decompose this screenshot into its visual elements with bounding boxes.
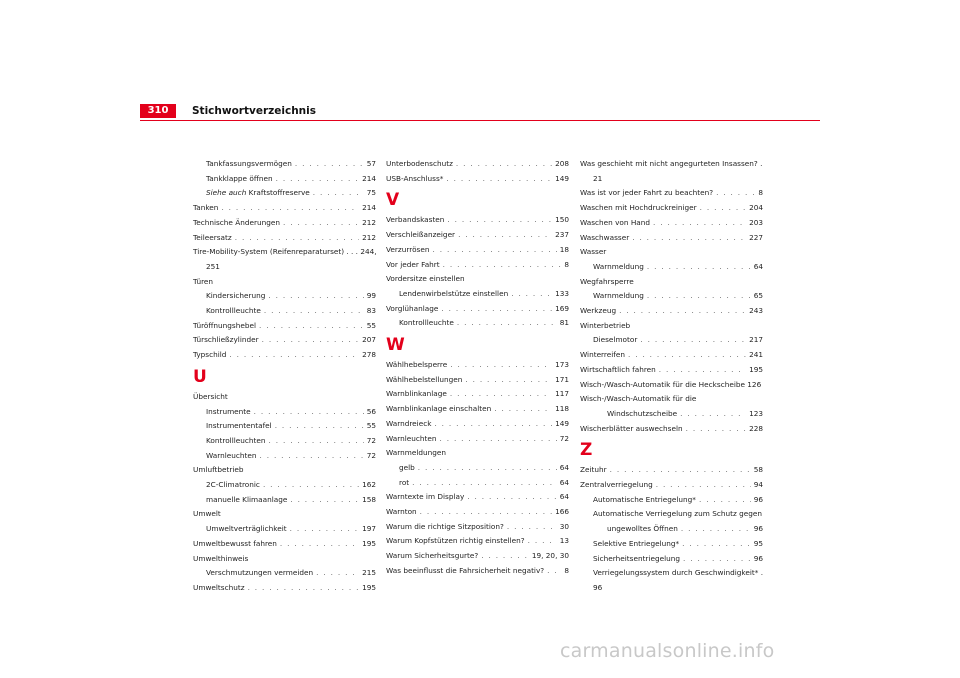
index-entry: Warntexte im Display . . . 64 — [386, 490, 569, 505]
index-entry: Warnmeldung . . . 64 — [580, 260, 763, 275]
index-entry: Was beeinflusst die Fahrsicherheit negativ? . . . 8 — [386, 564, 569, 579]
index-entry: Kontrollleuchten . . . 72 — [193, 434, 376, 449]
index-entry: Warnleuchten . . . 72 — [386, 432, 569, 447]
index-column-1 — [193, 157, 376, 596]
index-entry: Verriegelungssystem durch Geschwindigkeit* . 96 — [593, 568, 764, 592]
index-entry: Verschleißanzeiger . . . 237 — [386, 228, 569, 243]
header-divider — [140, 120, 820, 121]
index-entry: Typschild . . . 278 — [193, 348, 376, 363]
index-entry: Umweltverträglichkeit . . . 197 — [193, 522, 376, 537]
index-entry: Warnblinkanlage . . . 117 — [386, 387, 569, 402]
index-entry: Windschutzscheibe . . . 123 — [580, 407, 763, 422]
index-entry: Umweltbewusst fahren . . . 195 — [193, 537, 376, 552]
index-heading: Automatische Verriegelung zum Schutz gegen — [593, 509, 762, 519]
index-entry: USB-Anschluss* . . . 149 — [386, 172, 569, 187]
index-entry: Vorglühanlage . . . 169 — [386, 302, 569, 317]
index-heading: Wegfahrsperre — [580, 276, 634, 286]
section-letter-u: U — [193, 366, 207, 387]
index-entry: Zentralverriegelung . . . 94 — [580, 478, 763, 493]
index-entry: ungewolltes Öffnen . . . 96 — [580, 522, 763, 537]
index-entry: Sicherheitsentriegelung . . . 96 — [580, 552, 763, 567]
index-heading: Umwelthinweis — [193, 553, 249, 563]
index-entry: Türöffnungshebel . . . 55 — [193, 319, 376, 334]
index-entry: Warum Sicherheitsgurte? . . . 19, 20, 30 — [386, 549, 569, 564]
index-heading: Umluftbetrieb — [193, 465, 244, 475]
index-column-3 — [580, 157, 763, 596]
index-entry: Werkzeug . . . 243 — [580, 304, 763, 319]
index-heading: Warnmeldungen — [386, 448, 446, 458]
index-entry: Warum die richtige Sitzposition? . . . 30 — [386, 520, 569, 535]
index-entry: Tankfassungsvermögen . . . 57 — [193, 157, 376, 172]
index-entry: Verzurrösen . . . 18 — [386, 243, 569, 258]
index-entry: Wirtschaftlich fahren . . . 195 — [580, 363, 763, 378]
index-entry: Winterreifen . . . 241 — [580, 348, 763, 363]
index-entry: Warnmeldung . . . 65 — [580, 289, 763, 304]
index-heading: Umwelt — [193, 509, 221, 519]
page-number: 310 — [140, 104, 176, 118]
index-entry: Warum Kopfstützen richtig einstellen? . . . 13 — [386, 534, 569, 549]
index-entry: Warnblinkanlage einschalten . . . 118 — [386, 402, 569, 417]
index-heading: Vordersitze einstellen — [386, 274, 465, 284]
section-letter-v: V — [386, 190, 400, 211]
index-entry: Tankklappe öffnen . . . 214 — [193, 172, 376, 187]
index-entry: Was geschieht mit nicht angegurteten Insassen? . 21 — [580, 159, 763, 183]
index-heading: Wisch-/Wasch-Automatik für die — [580, 394, 697, 404]
index-entry: Dieselmotor . . . 217 — [580, 333, 763, 348]
index-heading: Türen — [193, 276, 214, 286]
section-letter-z: Z — [580, 440, 593, 461]
index-entry: Waschen mit Hochdruckreiniger . . . 204 — [580, 201, 763, 216]
index-entry: Lendenwirbelstütze einstellen . . . 133 — [386, 287, 569, 302]
index-entry: Was ist vor jeder Fahrt zu beachten? . . . 8 — [580, 186, 763, 201]
index-entry: Teileersatz . . . 212 — [193, 231, 376, 246]
watermark: carmanualsonline.info — [560, 640, 775, 662]
index-entry: Unterbodenschutz . . . 208 — [386, 157, 569, 172]
index-entry: Warnleuchten . . . 72 — [193, 449, 376, 464]
section-letter-w: W — [386, 335, 405, 356]
index-entry: Kindersicherung . . . 99 — [193, 289, 376, 304]
index-entry: Verbandskasten . . . 150 — [386, 213, 569, 228]
index-entry: Warnton . . . 166 — [386, 505, 569, 520]
index-entry: Verschmutzungen vermeiden . . . 215 — [193, 566, 376, 581]
index-entry: Vor jeder Fahrt . . . 8 — [386, 258, 569, 273]
index-entry: Instrumententafel . . . 55 — [193, 419, 376, 434]
index-entry: 2C-Climatronic . . . 162 — [193, 478, 376, 493]
index-entry: Wählhebelsperre . . . 173 — [386, 358, 569, 373]
index-entry: gelb . . . 64 — [386, 461, 569, 476]
index-entry: Waschwasser . . . 227 — [580, 231, 763, 246]
index-entry: Siehe auch Kraftstoffreserve . . . 75 — [193, 186, 376, 201]
index-heading: Wasser — [580, 247, 607, 257]
page-title: Stichwortverzeichnis — [192, 105, 316, 117]
index-entry: Technische Änderungen . . . 212 — [193, 216, 376, 231]
index-entry: Kontrollleuchte . . . 83 — [193, 304, 376, 319]
index-entry: Tire-Mobility-System (Reifenreparaturset) . . . 244, 251 — [193, 247, 377, 271]
index-entry: manuelle Klimaanlage . . . 158 — [193, 493, 376, 508]
index-entry: Instrumente . . . 56 — [193, 405, 376, 420]
index-entry: Tanken . . . 214 — [193, 201, 376, 216]
index-entry: Automatische Entriegelung* . . . 96 — [580, 493, 763, 508]
index-entry: Waschen von Hand . . . 203 — [580, 216, 763, 231]
index-entry: Warndreieck . . . 149 — [386, 417, 569, 432]
index-entry: Türschließzylinder . . . 207 — [193, 333, 376, 348]
index-heading: Übersicht — [193, 391, 228, 401]
index-entry: Zeituhr . . . 58 — [580, 463, 763, 478]
index-entry: Kontrollleuchte . . . 81 — [386, 316, 569, 331]
index-entry: Wählhebelstellungen . . . 171 — [386, 373, 569, 388]
index-entry: Selektive Entriegelung* . . . 95 — [580, 537, 763, 552]
index-heading: Winterbetrieb — [580, 320, 631, 330]
index-entry: Umweltschutz . . . 195 — [193, 581, 376, 596]
index-entry: rot . . . 64 — [386, 476, 569, 491]
index-entry: Wisch-/Wasch-Automatik für die Heckscheibe 126 — [580, 379, 762, 389]
index-entry: Wischerblätter auswechseln . . . 228 — [580, 422, 763, 437]
index-column-2 — [386, 157, 569, 579]
